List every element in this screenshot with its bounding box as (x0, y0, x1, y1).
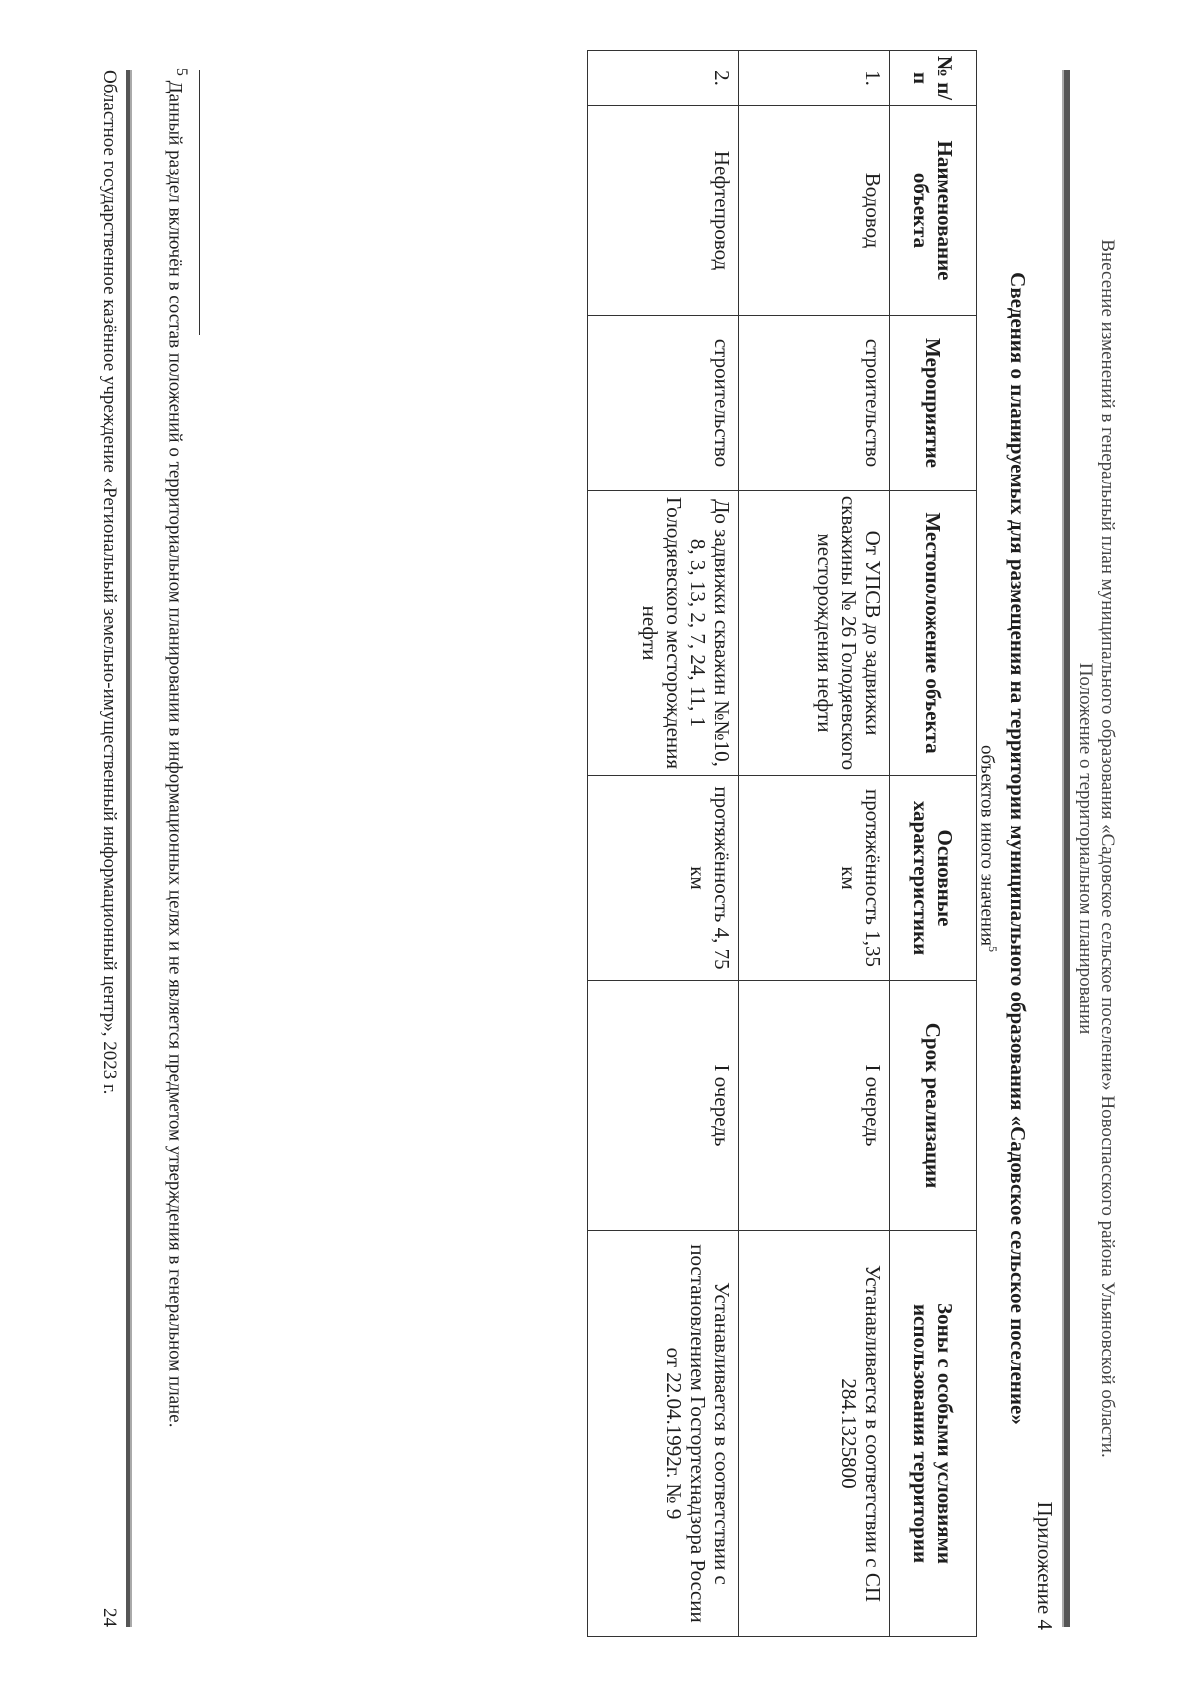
footer-rule (126, 70, 132, 1627)
table-row (739, 51, 890, 1637)
object-location: До задвижки скважин №№10, 8, 3, 13, 2, 7, 24, 11, 1 Голодяевского месторождения нефти (588, 491, 739, 776)
appendix-label: Приложение 4 (1033, 1501, 1057, 1630)
col-location-header: Местоположение объекта (890, 491, 977, 776)
col-action-header: Мероприятие (890, 316, 977, 491)
object-action: строительство (588, 316, 739, 491)
object-zones: Устанавливается в соответствии с СП 284.1325800 (739, 1231, 890, 1637)
page-number: 24 (99, 1608, 120, 1627)
object-name: Водовод (739, 106, 890, 316)
table-title: Сведения о планируемых для размещения на территории муниципального образования «Садовское сельское поселение» (1006, 272, 1030, 1425)
col-characteristics-header: Основные характеристики (890, 776, 977, 981)
footnote (164, 68, 192, 1628)
col-zones-header: Зоны с особыми условиями использования территории (890, 1231, 977, 1637)
row-number: 1. (739, 51, 890, 106)
object-action: строительство (739, 316, 890, 491)
object-characteristics: протяжённость 4, 75 км (588, 776, 739, 981)
object-zones: Устанавливается в соответствии с постановлением Госгортехнадзора России от 22.04.1992г. № 9 (588, 1231, 739, 1637)
header-line-2: Положение о территориальном планировании (1075, 662, 1096, 1035)
planned-objects-table (587, 50, 977, 1637)
footnote-text: Данный раздел включён в состав положений о территориальном планировании в информационных целях и не является предметом утверждения в генеральном плане. (164, 80, 186, 1428)
col-name-header: Наименование объекта (890, 106, 977, 316)
col-number-header: № п/п (890, 51, 977, 106)
footnote-marker: 5 (173, 68, 190, 76)
header-line-1: Внесение изменений в генеральный план муниципального образования «Садовское сельское поселение» Новоспасского района Ульяновской области. (1097, 239, 1118, 1458)
table-row (588, 51, 739, 1637)
header-rule (1062, 70, 1070, 1627)
object-characteristics: протяжённость 1,35 км (739, 776, 890, 981)
table-header-row (890, 51, 977, 1637)
footer-text: Областное государственное казённое учреждение «Региональный земельно-имущественный информационный центр», 2023 г. (99, 70, 120, 1095)
col-term-header: Срок реализации (890, 981, 977, 1231)
running-header (1074, 80, 1118, 1617)
object-location: От УПСВ до задвижки скважины № 26 Голодяевского месторождения нефти (739, 491, 890, 776)
object-term: I очередь (588, 981, 739, 1231)
table-subtitle (976, 80, 1004, 1617)
footnote-separator (199, 70, 200, 335)
row-number: 2. (588, 51, 739, 106)
footnote-ref: 5 (986, 946, 1000, 953)
object-name: Нефтепровод (588, 106, 739, 316)
table-subtitle-text: объектов иного значения (976, 744, 998, 947)
object-term: I очередь (739, 981, 890, 1231)
